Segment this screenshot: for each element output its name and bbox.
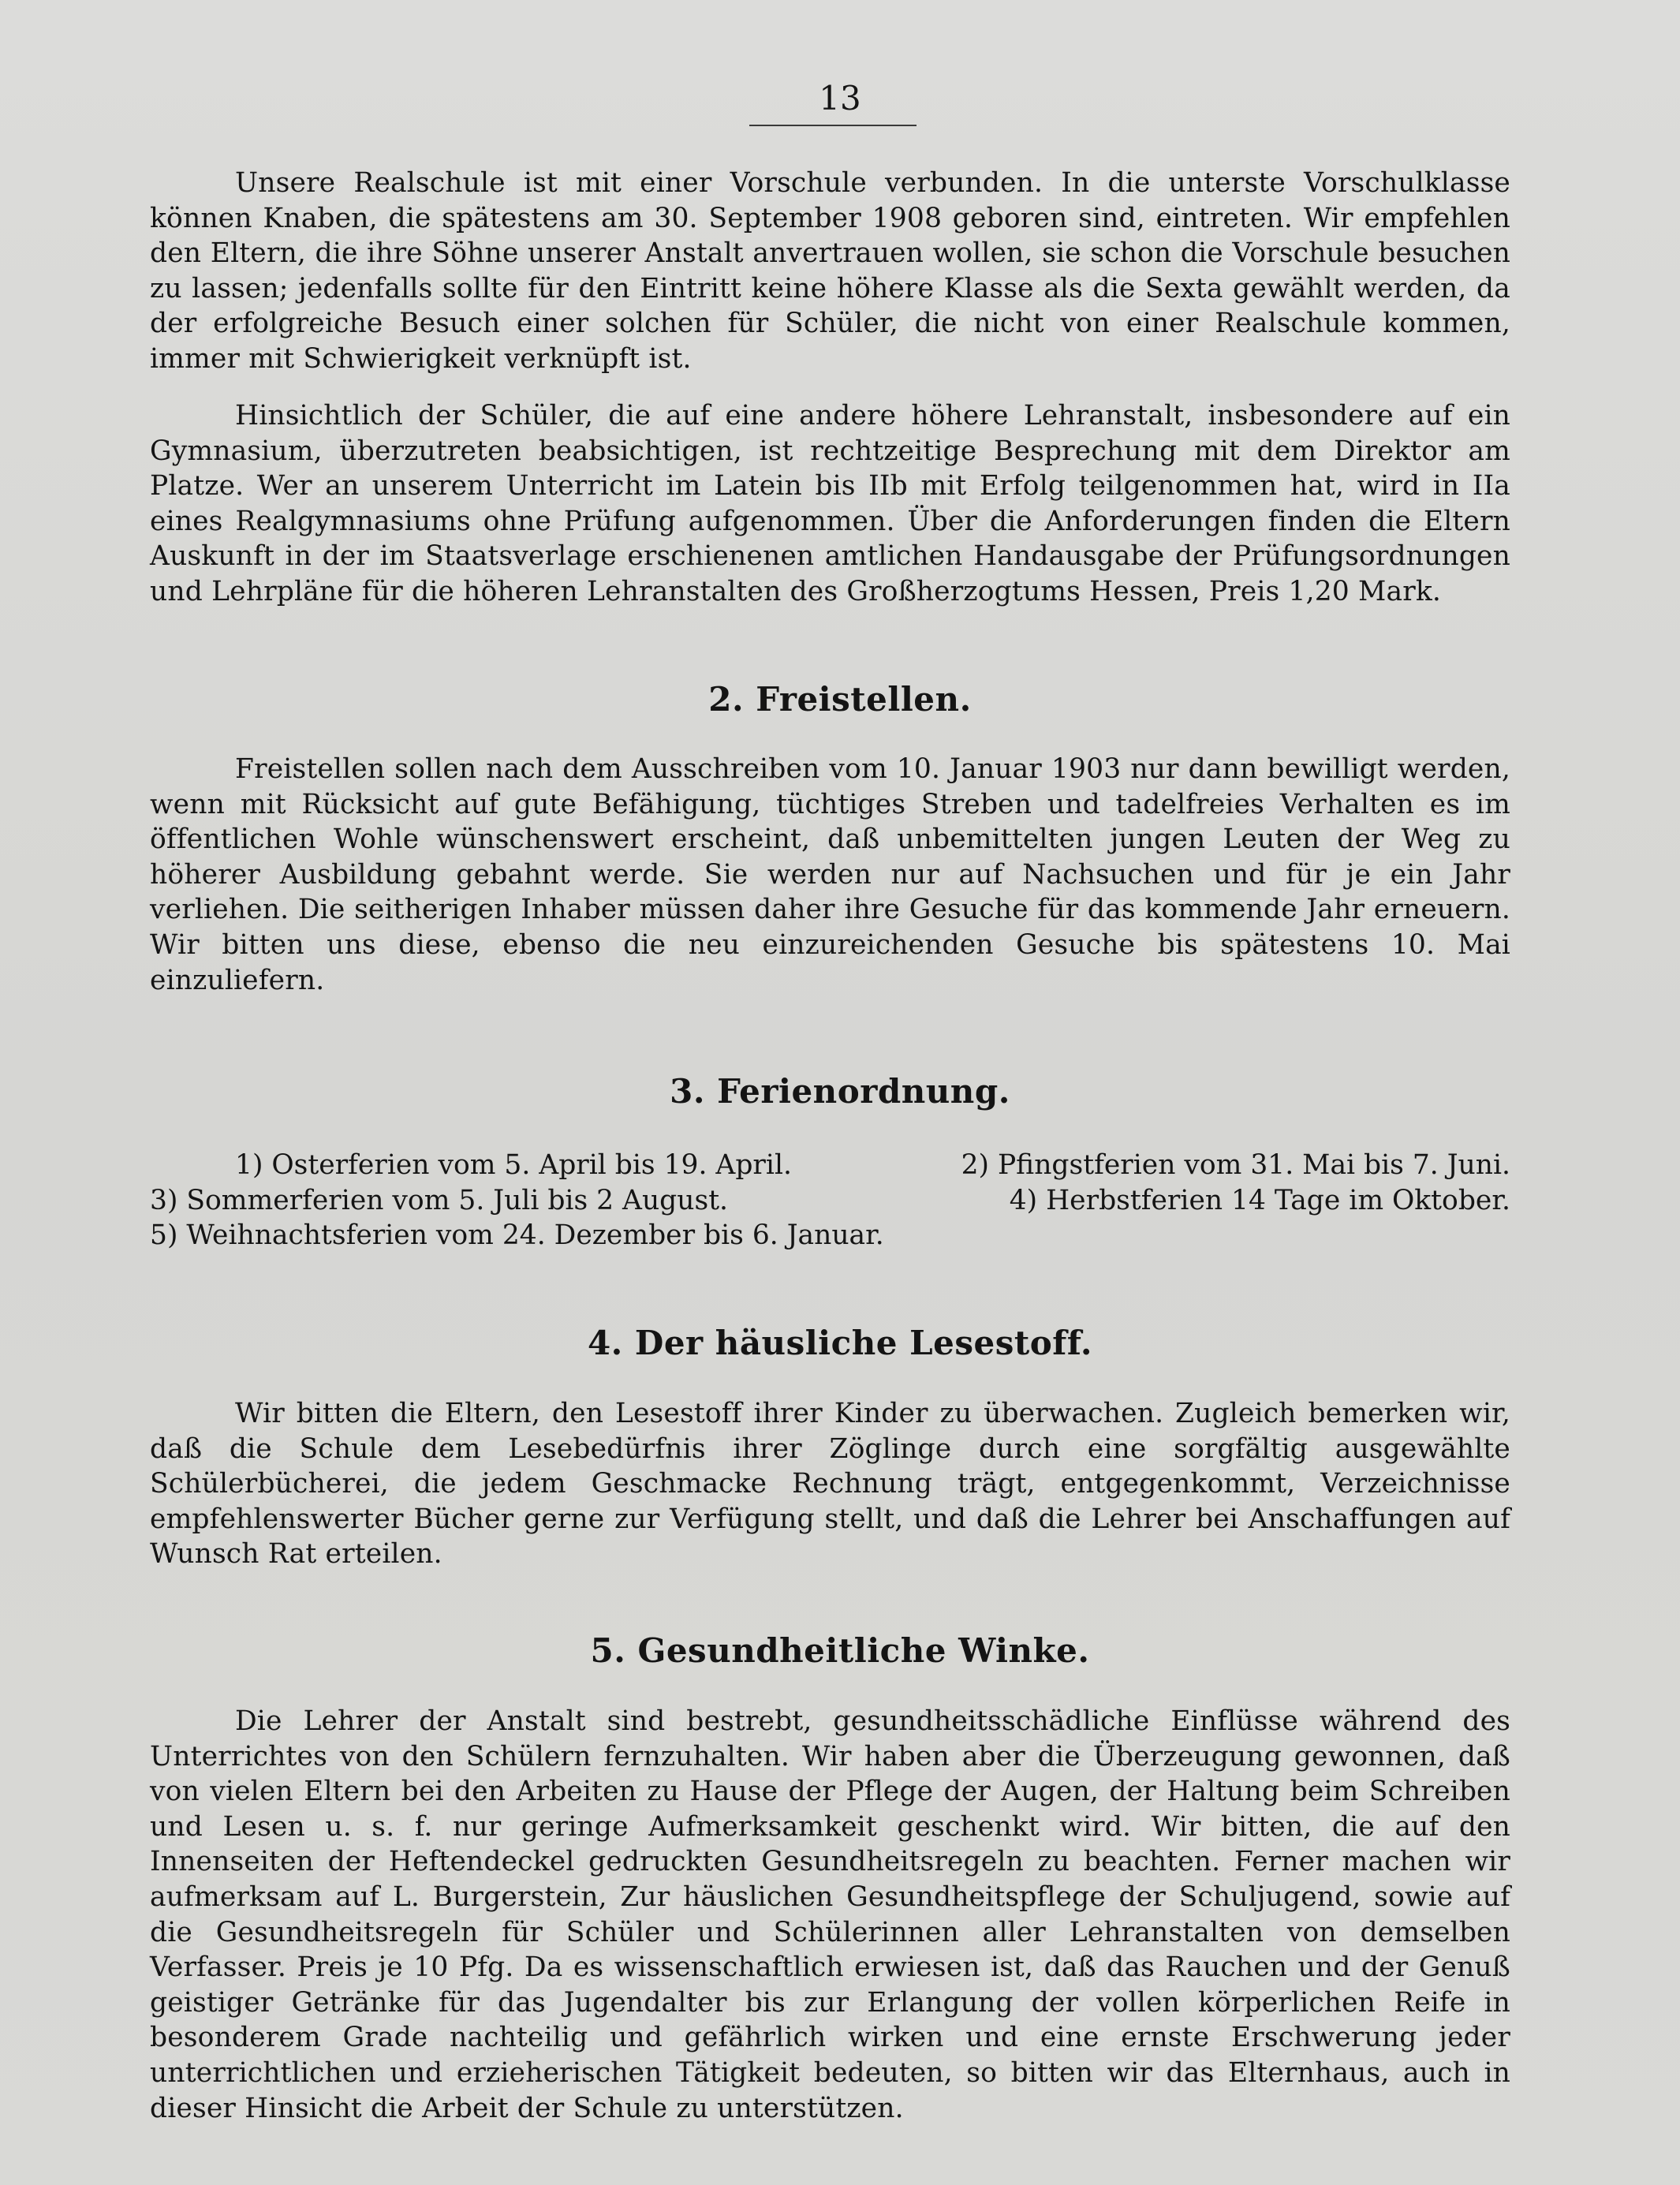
ferienordnung-list	[150, 1148, 1510, 1253]
vacation-line-3	[150, 1218, 1510, 1253]
heading-gesundheitliche-winke: 5. Gesundheitliche Winke.	[590, 1631, 1090, 1670]
page-number: 13	[819, 79, 861, 118]
vacation-item-osterferien: 1) Osterferien vom 5. April bis 19. April.	[235, 1149, 792, 1181]
freistellen-paragraph: Freistellen sollen nach dem Ausschreiben vom 10. Januar 1903 nur dann bewilligt werden, wenn mit Rücksicht auf gute Befähigung, tüchtiges Streben und tadelfreies Verhalten es im öffentlichen Wohle wünschenswert erscheint, daß unbemittelten jungen Leuten der Weg zu höherer Ausbildung gebahnt werde. Sie werden nur auf Nachsuchen und für je ein Jahr verliehen. Die seitherigen Inhaber müssen daher ihre Gesuche für das kommende Jahr erneuern. Wir bitten uns diese, ebenso die neu einzureichenden Gesuche bis spätestens 10. Mai einzuliefern.	[150, 753, 1510, 996]
vacation-item-pfingstferien: 2) Pfingstferien vom 31. Mai bis 7. Juni.	[961, 1149, 1510, 1181]
intro-section-transfer	[150, 398, 1510, 610]
vacation-item-sommerferien: 3) Sommerferien vom 5. Juli bis 2 August.	[150, 1184, 729, 1216]
intro-section	[150, 166, 1510, 377]
gesundheit-section	[150, 1704, 1510, 2126]
intro-paragraph-vorschule: Unsere Realschule ist mit einer Vorschule verbunden. In die unterste Vorschulklasse können Knaben, die spätestens am 30. September 1908 geboren sind, eintreten. Wir empfehlen den Eltern, die ihre Söhne unserer Anstalt anvertrauen wollen, sie schon die Vorschule besuchen zu lassen; jedenfalls sollte für den Eintritt keine höhere Klasse als die Sexta gewählt werden, da der erfolgreiche Besuch einer solchen für Schüler, die nicht von einer Realschule kommen, immer mit Schwierigkeit verknüpft ist.	[150, 167, 1510, 375]
heading-freistellen: 2. Freistellen.	[708, 680, 972, 719]
page-number-rule	[749, 125, 917, 126]
vacation-line-1	[150, 1148, 1510, 1183]
intro-paragraph-transfer: Hinsichtlich der Schüler, die auf eine andere höhere Lehranstalt, insbesondere auf ein Gymnasium, überzutreten beabsichtigen, ist rechtzeitige Besprechung mit dem Direktor am Platze. Wer an unserem Unterricht im Latein bis IIb mit Erfolg teilgenommen hat, wird in IIa eines Realgymnasiums ohne Prüfung aufgenommen. Über die Anforderungen finden die Eltern Auskunft in der im Staatsverlage erschienenen amtlichen Handausgabe der Prüfungsordnungen und Lehrpläne für die höheren Lehranstalten des Großherzogtums Hessen, Preis 1,20 Mark.	[150, 400, 1510, 607]
vacation-item-weihnachtsferien: 5) Weihnachtsferien vom 24. Dezember bis 6. Januar.	[150, 1219, 884, 1252]
vacation-line-2	[150, 1183, 1510, 1219]
heading-lesestoff: 4. Der häusliche Lesestoff.	[587, 1324, 1093, 1362]
lesestoff-paragraph: Wir bitten die Eltern, den Lesestoff ihrer Kinder zu überwachen. Zugleich bemerken wir, daß die Schule dem Lesebedürfnis ihrer Zöglinge durch eine sorgfältig ausgewählte Schülerbücherei, die jedem Geschmacke Rechnung trägt, entgegenkommt, Verzeichnisse empfehlenswerter Bücher gerne zur Verfügung stellt, und daß die Lehrer bei Anschaffungen auf Wunsch Rat erteilen.	[150, 1398, 1510, 1571]
lesestoff-section	[150, 1396, 1510, 1572]
heading-ferienordnung: 3. Ferienordnung.	[670, 1072, 1010, 1111]
vacation-item-herbstferien: 4) Herbstferien 14 Tage im Oktober.	[1009, 1184, 1510, 1216]
gesundheit-paragraph: Die Lehrer der Anstalt sind bestrebt, gesundheitsschädliche Einflüsse während des Unterrichtes von den Schülern fernzuhalten. Wir haben aber die Überzeugung gewonnen, daß von vielen Eltern bei den Arbeiten zu Hause der Pflege der Augen, der Haltung beim Schreiben und Lesen u. s. f. nur geringe Aufmerksamkeit geschenkt wird. Wir bitten, die auf den Innenseiten der Heftendeckel gedruckten Gesundheitsregeln zu beachten. Ferner machen wir aufmerksam auf L. Burgerstein, Zur häuslichen Gesundheitspflege der Schuljugend, sowie auf die Gesundheitsregeln für Schüler und Schülerinnen aller Lehranstalten von demselben Verfasser. Preis je 10 Pfg. Da es wissenschaftlich erwiesen ist, daß das Rauchen und der Genuß geistiger Getränke für das Jugendalter bis zur Erlangung der vollen körperlichen Reife in besonderem Grade nachteilig und gefährlich wirken und eine ernste Erschwerung jeder unterrichtlichen und erzieherischen Tätigkeit bedeuten, so bitten wir das Elternhaus, auch in dieser Hinsicht die Arbeit der Schule zu unterstützen.	[150, 1705, 1510, 2124]
freistellen-section	[150, 752, 1510, 998]
